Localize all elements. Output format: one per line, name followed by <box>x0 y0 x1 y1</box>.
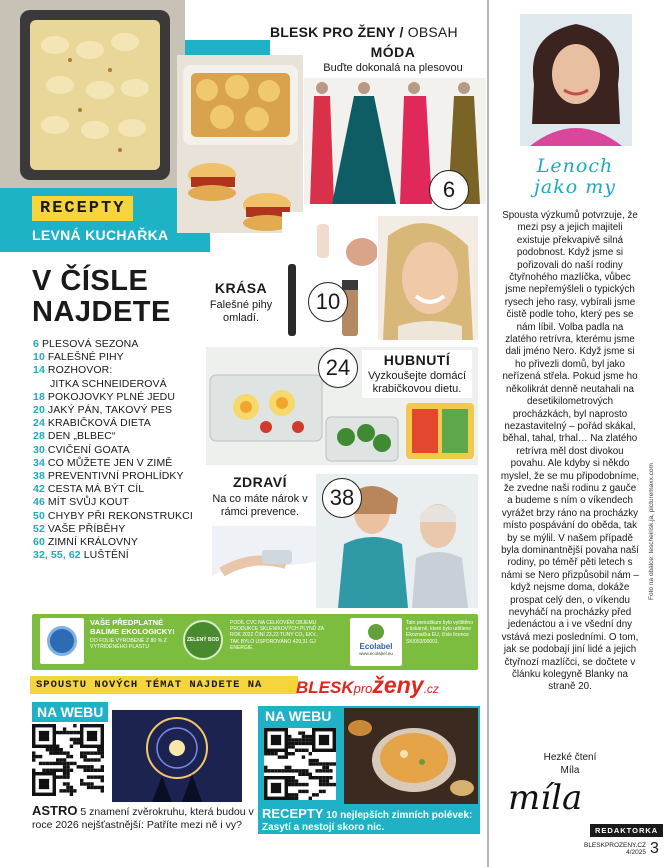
zdravi-photo-hands <box>212 526 316 608</box>
toc-title: MÍT SVŮJ KOUT <box>47 496 129 509</box>
toc-page-number: 32, 55, 62 <box>33 549 81 562</box>
zdravi-block <box>210 474 310 519</box>
toc-page-number: 46 <box>33 496 45 509</box>
toc-page-number: 50 <box>33 509 45 522</box>
web2-text: 10 nejlepších zimních polévek: Zasytí a nestojí skoro nic. <box>262 810 473 833</box>
web2-badge: NA WEBU <box>265 708 332 724</box>
eco-ecolabel <box>350 618 402 666</box>
toc-title: CVIČENÍ GOATA <box>47 443 130 456</box>
recipe-photo-bake <box>0 0 185 188</box>
moda-desc: Buďte dokonalá na plesovou <box>323 62 463 74</box>
web2-qr[interactable] <box>264 728 336 800</box>
toc-page-number: 42 <box>33 483 45 496</box>
ecolabel-flower-icon <box>368 624 384 640</box>
web1-badge: NA WEBU <box>32 702 108 722</box>
editor-role-badge: REDAKTORKA <box>590 824 663 837</box>
toc-list <box>33 338 213 562</box>
photo-credit: Foto na obálce: tescheirisk.ja, picturemaxx.com <box>648 463 655 600</box>
promo-logo-main: BLESK <box>296 678 354 697</box>
toc-title: CESTA MÁ BÝT CÍL <box>47 483 145 496</box>
toc-page-number: 14 <box>33 364 45 377</box>
promo-logo-cz: .cz <box>423 682 439 696</box>
web1-qr[interactable] <box>32 724 104 796</box>
zdravi-title: ZDRAVÍ <box>232 474 288 490</box>
promo-logo-pro: pro <box>353 681 373 696</box>
web1-caption[interactable] <box>32 804 262 832</box>
toc-page-number: 34 <box>33 456 45 469</box>
toc-title: ROZHOVOR: <box>47 364 113 377</box>
zdravi-page-number: 38 <box>322 478 362 518</box>
toc-title: ZIMNÍ KRÁLOVNY <box>47 536 138 549</box>
moda-page-number: 6 <box>429 170 469 210</box>
toc-title: FALEŠNÉ PIHY <box>47 351 124 364</box>
header-section: OBSAH <box>407 24 458 40</box>
toc-title: JITKA SCHNEIDEROVÁ <box>50 377 167 390</box>
toc-title: PLESOVÁ SEZONA <box>41 338 139 350</box>
toc-row <box>33 417 213 430</box>
toc-page-number: 24 <box>33 417 45 430</box>
contents-title-line1: V ČÍSLE <box>32 265 149 297</box>
editorial-name: Míla <box>560 764 580 776</box>
toc-row <box>33 496 213 509</box>
krasa-page-number: 10 <box>308 282 348 322</box>
hubnuti-desc: Vyzkoušejte domácí krabičkovou dietu. <box>367 370 467 395</box>
web2-photo-soup <box>344 708 478 804</box>
contents-title <box>32 266 171 328</box>
toc-row <box>33 457 213 470</box>
promo-logo[interactable] <box>296 672 439 699</box>
toc-page-number: 60 <box>33 536 45 549</box>
toc-row <box>33 470 213 483</box>
toc-page-number: 30 <box>33 443 45 456</box>
footer-page-number: 3 <box>650 840 659 857</box>
toc-row <box>33 351 213 364</box>
toc-title: KRABIČKOVÁ DIETA <box>47 417 151 430</box>
toc-page-number: 38 <box>33 470 45 483</box>
toc-row <box>33 378 213 391</box>
footer-site[interactable]: BLESKPROZENY.CZ <box>583 842 646 849</box>
toc-title: LUŠTĚNÍ <box>83 549 129 562</box>
toc-title: VAŠE PŘÍBĚHY <box>47 522 126 535</box>
contents-title-line2: NAJDETE <box>32 296 171 328</box>
hubnuti-page-number: 24 <box>318 348 358 388</box>
header-separator: / <box>399 24 404 40</box>
toc-row <box>33 536 213 549</box>
footer <box>566 842 646 856</box>
editor-portrait <box>520 14 632 146</box>
editorial-body: Spousta výzkumů potvrzuje, že mezi psy a jejich majiteli existuje překvapivě silná podobnost. Když jsme si pořizovali do naší rodiny čtyřnohého mazlíčka, vůbec jsme nepřemýšleli o typických rysech jeho rasy, vybírali jsme čistě podle toho, který pes se nám líbil. Volba padla na zlatého retrívra, kterému jsme dali jméno Nero. Když jsme si ho přivezli domů, byl jako neřízená střela. Pokud jsme ho několikrát denně neutahali na desetikilometrových procházkách, byl naprosto nezastavitelný – pořád skákal, běhal, tahal, trhal… Na zlatého retrívra měl dost divokou povahu. Ale kdyby si někdo myslel, že se mu připodobníme, že zvedne naši rodinu z gauče a budeme s ním o víkendech vyrážet brzy ráno na procházky místo pospávání do oběda, tak by se mýlil. V našem případě byla dominantnější povaha naší rodiny, po téměř pěti letech s námi se Nero přizpůsobil nám – když nejsme doma, dokáže prospat celý den, o víkendu nevyháčí na procházky před jedenáctou a i ve všední dny vstává mezi posledními. O tom, jak se podobají jiní lidé a jejich čtyřnozí mazlíčci, se dočtete v článku kolegyně Blanky na straně 20. <box>500 210 640 693</box>
eco-zeleny-bod-label: ZELENÝ BOD <box>186 637 220 643</box>
eco-angel-icon <box>47 626 77 656</box>
krasa-title: KRÁSA <box>214 280 268 296</box>
toc-page-number: 10 <box>33 351 45 364</box>
editorial-signoff <box>500 752 640 777</box>
eco-zeleny-bod <box>183 620 223 660</box>
toc-page-number: 20 <box>33 404 45 417</box>
toc-row <box>33 444 213 457</box>
toc-title: PREVENTIVNÍ PROHLÍDKY <box>47 470 184 483</box>
toc-row <box>33 364 213 377</box>
promo-logo-zeny: ženy <box>372 672 424 698</box>
toc-row <box>33 549 213 562</box>
page-header <box>270 24 458 40</box>
eco-left-text <box>90 618 180 651</box>
toc-title: CO MŮŽETE JEN V ZIMĚ <box>47 456 173 469</box>
toc-title: POKOJOVKY PLNÉ JEDU <box>47 390 176 403</box>
krasa-block <box>206 280 276 325</box>
editorial-greeting: Hezké čtení <box>543 752 597 763</box>
editorial-title-line1: Lenoch <box>536 155 614 177</box>
recipe-badge-sub: LEVNÁ KUCHAŘKA <box>32 227 169 243</box>
toc-row <box>33 510 213 523</box>
moda-title: MÓDA <box>370 44 416 60</box>
recipe-photo-burgers <box>177 55 303 233</box>
toc-row <box>33 523 213 536</box>
header-brand: BLESK PRO ŽENY <box>270 24 396 40</box>
promo-strip: SPOUSTU NOVÝCH TÉMAT NAJDETE NA <box>30 676 298 694</box>
krasa-photo-woman <box>378 216 478 340</box>
qr-code-icon <box>32 724 104 796</box>
web1-label: ASTRO <box>32 803 78 818</box>
ecolabel-url: www.ecolabel.eu <box>359 651 393 656</box>
eco-mid-text: PODÍL CVC NA CELKOVÉM OBJEMU PRODUKCE SKLENÍKOVÝCH PLYNŮ ZA ROK 2022 ČINÍ 23,23 TUNY CO₂ EKV., TAK BYLO ÚSPOROVÁNO 429,31 GJ ENERGIE. <box>230 620 324 651</box>
eco-left-title: VAŠE PŘEDPLATNÉ BALÍME EKOLOGICKY! <box>90 618 175 636</box>
eco-logo-left <box>40 618 84 664</box>
toc-page-number: 28 <box>33 430 45 443</box>
toc-page-number: 52 <box>33 522 45 535</box>
toc-title: JAKÝ PÁN, TAKOVÝ PES <box>47 404 173 417</box>
editor-signature: míla <box>508 778 583 818</box>
web2-caption[interactable] <box>262 808 478 834</box>
toc-row <box>33 391 213 404</box>
editorial-title <box>520 156 630 198</box>
toc-title: CHYBY PŘI REKONSTRUKCI <box>47 509 193 522</box>
ecolabel-label: Ecolabel <box>359 642 393 651</box>
zdravi-desc: Na co máte nárok v rámci prevence. <box>212 493 308 518</box>
eco-right-text: Tato periodikum bylo vytištěno v tiskárně, které bylo uděleno Ekoznačka EU, číslo licence SK/053/00001. <box>406 620 473 645</box>
web1-photo-zodiac <box>112 710 242 802</box>
toc-row <box>33 483 213 496</box>
web2-label: RECEPTY <box>262 806 324 821</box>
toc-page-number: 6 <box>33 338 39 350</box>
footer-issue: 4/2025 <box>626 849 646 856</box>
recipe-badge-label: RECEPTY <box>32 196 133 221</box>
toc-title: DEN „BLBEC“ <box>47 430 116 443</box>
toc-row <box>33 338 213 351</box>
editorial-title-line2: jako my <box>534 176 616 198</box>
hubnuti-title: HUBNUTÍ <box>383 352 451 368</box>
recipe-badge <box>32 196 168 243</box>
column-divider <box>487 0 489 867</box>
toc-row <box>33 404 213 417</box>
qr-code-icon <box>264 728 336 800</box>
web1-text: 5 znamení zvěrokruhu, která budou v roce 2026 nejšťastnější: Patříte mezi ně i vy? <box>32 806 254 831</box>
eco-left-sub: DO FOLIE VYROBENÉ Z 80 % Z VYTŘÍDĚNÉHO PLASTU <box>90 638 167 651</box>
hubnuti-block <box>362 350 472 398</box>
toc-row <box>33 430 213 443</box>
toc-page-number: 18 <box>33 390 45 403</box>
krasa-desc: Falešné pihy omladí. <box>209 299 273 324</box>
